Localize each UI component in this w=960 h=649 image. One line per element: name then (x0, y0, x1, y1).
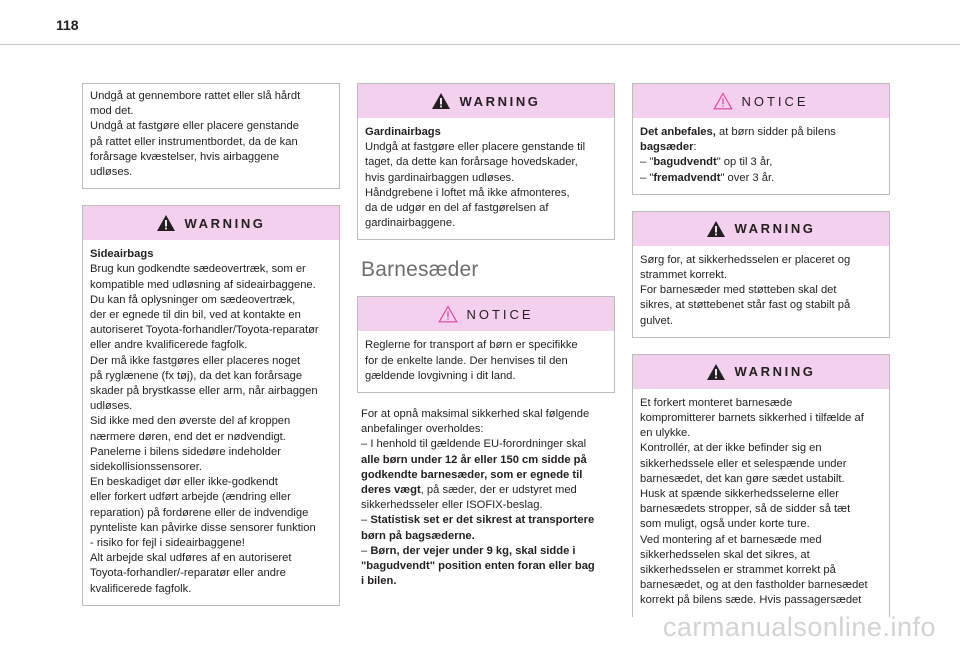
text-span: " over 3 år. (720, 171, 775, 184)
bold-span: Børn, der vejer under 9 kg, skal sidde i (370, 544, 576, 557)
section-heading: Barnesæder (361, 258, 479, 282)
text-line: Reglerne for transport af børn er specifikke (365, 339, 578, 352)
text-line: udløses. (90, 400, 133, 413)
column-2 (357, 83, 615, 589)
warning-header (633, 355, 889, 389)
text-line: Der må ikke fastgøres eller placeres noget (90, 354, 301, 367)
text-line: Alt arbejde skal udføres af en autoriseret (90, 552, 292, 565)
top-divider (0, 44, 960, 45)
text-line: kvalificerede fagfolk. (90, 582, 192, 595)
text-line: Toyota-forhandler/-reparatør eller andre (90, 567, 286, 580)
text-line: Et forkert monteret barnesæde (640, 396, 793, 409)
text-line: eller forkert udført arbejde (ændring eller (90, 491, 291, 504)
text-line: i bilen. (361, 575, 397, 588)
dash-span: – (361, 514, 371, 527)
text-span: at børn sidder på bilens (715, 126, 836, 138)
notice-header (633, 84, 889, 118)
text-line: sikkerhedsselen er strammet korrekt på (640, 564, 836, 577)
text-line: alle børn under 12 år eller 150 cm sidde på (361, 453, 587, 466)
bold-span: Det anbefales, (640, 126, 716, 138)
column-1 (82, 83, 340, 616)
text-line: Ved montering af et barnesæde med (640, 533, 822, 546)
text-line: For at opnå maksimal sikkerhed skal følgende (361, 408, 590, 421)
text-line: For barnesæder med støtteben skal det (640, 284, 837, 297)
text-line: gardinairbaggene. (365, 217, 456, 230)
text-line: strammet korrekt. (640, 269, 728, 282)
text-line: børn på bagsæderne. (361, 529, 475, 542)
notice-triangle-icon (713, 92, 733, 110)
text-line: sikres, at støttebenet står fast og stabilt på (640, 299, 851, 312)
warning-triangle-icon (431, 92, 451, 110)
warning-box-sideairbags (82, 205, 340, 606)
bold-span: bagsæder (640, 141, 694, 154)
text-line: sidekollisionssensorer. (90, 461, 202, 474)
warning-title: WARNING (459, 93, 541, 109)
warning-title: WARNING (734, 221, 816, 237)
recommendations-paragraph (357, 407, 615, 589)
text-line: forårsage kvæstelser, hvis airbaggene (90, 150, 280, 163)
text-line: Undgå at fastgøre eller placere genstande (90, 120, 299, 133)
notice-triangle-icon (438, 305, 458, 323)
text-line: Panelerne i bilens sidedøre indeholder (90, 445, 281, 458)
page-number: 118 (56, 17, 79, 33)
text-line (640, 171, 882, 186)
text-span: : (693, 141, 697, 154)
text-line: Du kan få oplysninger om sædeovertræk, (90, 293, 296, 306)
text-line: anbefalinger overholdes: (361, 423, 484, 436)
text-line: pynteliste kan påvirke disse sensorer funktion (90, 521, 316, 534)
text-line: som muligt, også under korte ture. (640, 518, 810, 531)
dash-span: – (361, 544, 371, 557)
warning-box-barnesaede (632, 354, 890, 617)
bold-span: deres vægt (361, 484, 421, 497)
text-line: Undgå at fastgøre eller placere genstande til (365, 141, 586, 154)
text-span: – " (640, 171, 654, 184)
text-line: Sid ikke med den øverste del af kroppen (90, 415, 291, 428)
text-line: sikkerhedssele eller et selespænde under (640, 457, 847, 470)
text-line: der er egnede til din bil, ved at kontakte en (90, 309, 301, 322)
box-heading: Gardinairbags (365, 126, 441, 138)
notice-title: NOTICE (741, 93, 809, 109)
box-heading: Sideairbags (90, 248, 154, 261)
warning-box-gardinairbags (357, 83, 615, 240)
text-line (640, 140, 882, 155)
notice-box-anbefaling (632, 83, 890, 195)
text-line: Husk at spænde sikkerhedsselerne eller (640, 488, 839, 501)
warning-triangle-icon (706, 220, 726, 238)
text-line: barnesædets stropper, så de sidder så tæt (640, 503, 851, 516)
text-line: reparation) på fordørene eller de indvendige (90, 506, 309, 519)
text-line (361, 513, 611, 528)
text-span: , på sæder, der er udstyret med (420, 484, 577, 497)
text-line: en ulykke. (640, 427, 691, 440)
intro-box (82, 83, 340, 189)
notice-title: NOTICE (466, 306, 534, 322)
warning-title: WARNING (734, 364, 816, 380)
text-line: mod det. (90, 105, 134, 118)
text-line: da de udgør en del af fastgørelsen af (365, 202, 549, 215)
warning-header (633, 212, 889, 246)
text-line: gældende lovgivning i dit land. (365, 369, 516, 382)
warning-title: WARNING (184, 215, 266, 231)
text-line: nærmere døren, end det er nødvendigt. (90, 430, 286, 443)
text-line (640, 125, 882, 140)
text-span: – " (640, 156, 654, 169)
text-line: kompatible med udløsning af sideairbaggene. (90, 278, 316, 291)
notice-header (358, 297, 614, 331)
text-line: Undgå at gennembore rattet eller slå hårdt (90, 90, 301, 102)
text-line: sikkerhedsseler eller ISOFIX-beslag. (361, 499, 543, 512)
text-line: barnesædet, det kan gøre sædet ustabilt. (640, 472, 845, 485)
text-line: på ryglænene (fx tøj), da det kan forårsage (90, 369, 303, 382)
text-line (640, 155, 882, 170)
text-line: Kontrollér, at der ikke befinder sig en (640, 442, 822, 455)
text-line: Sørg for, at sikkerhedsselen er placeret og (640, 253, 851, 266)
text-line: godkendte barnesæder, som er egnede til (361, 468, 583, 481)
warning-box-sikkerhedssele (632, 211, 890, 338)
text-line: barnesædet, og at den fastholder barnesædet (640, 579, 868, 592)
text-line: taget, da dette kan forårsage hovedskader, (365, 156, 578, 169)
text-line (361, 544, 611, 559)
bold-span: fremadvendt (653, 171, 721, 184)
text-line: Brug kun godkendte sædeovertræk, som er (90, 263, 306, 276)
text-line: udløses. (90, 166, 133, 179)
notice-box-regler (357, 296, 615, 393)
warning-triangle-icon (706, 363, 726, 381)
text-line (361, 483, 611, 498)
text-line: autoriseret Toyota-forhandler/Toyota-reparatør (90, 324, 319, 337)
text-line: korrekt på bilens sæde. Hvis passagersædet (640, 594, 862, 607)
text-line: gulvet. (640, 314, 673, 327)
text-line: kompromitterer barnets sikkerhed i tilfælde af (640, 412, 864, 425)
column-3 (632, 83, 890, 627)
text-line: hvis gardinairbaggen udløses. (365, 171, 515, 184)
text-line: eller andre kvalificerede fagfolk. (90, 339, 248, 352)
text-line: - risiko for fejl i sideairbaggene! (90, 537, 245, 550)
text-line: En beskadiget dør eller ikke-godkendt (90, 476, 278, 489)
bold-span: Statistisk set er det sikrest at transportere (370, 514, 595, 527)
text-line: sikkerhedsselen skal det sikres, at (640, 548, 810, 561)
warning-header (83, 206, 339, 240)
text-line: – I henhold til gældende EU-forordninger skal (361, 438, 587, 451)
warning-triangle-icon (156, 214, 176, 232)
watermark: carmanualsonline.info (662, 612, 936, 642)
text-line: "bagudvendt" position enten foran eller bag (361, 560, 595, 573)
text-line: Håndgrebene i loftet må ikke afmonteres, (365, 186, 570, 199)
bold-span: bagudvendt (653, 156, 717, 169)
text-span: " op til 3 år, (716, 156, 773, 169)
text-line: skader på brystkasse eller arm, når airbaggen (90, 385, 318, 398)
text-line: på rattet eller instrumentbordet, da de kan (90, 135, 298, 148)
warning-header (358, 84, 614, 118)
text-line: for de enkelte lande. Der henvises til den (365, 354, 568, 367)
